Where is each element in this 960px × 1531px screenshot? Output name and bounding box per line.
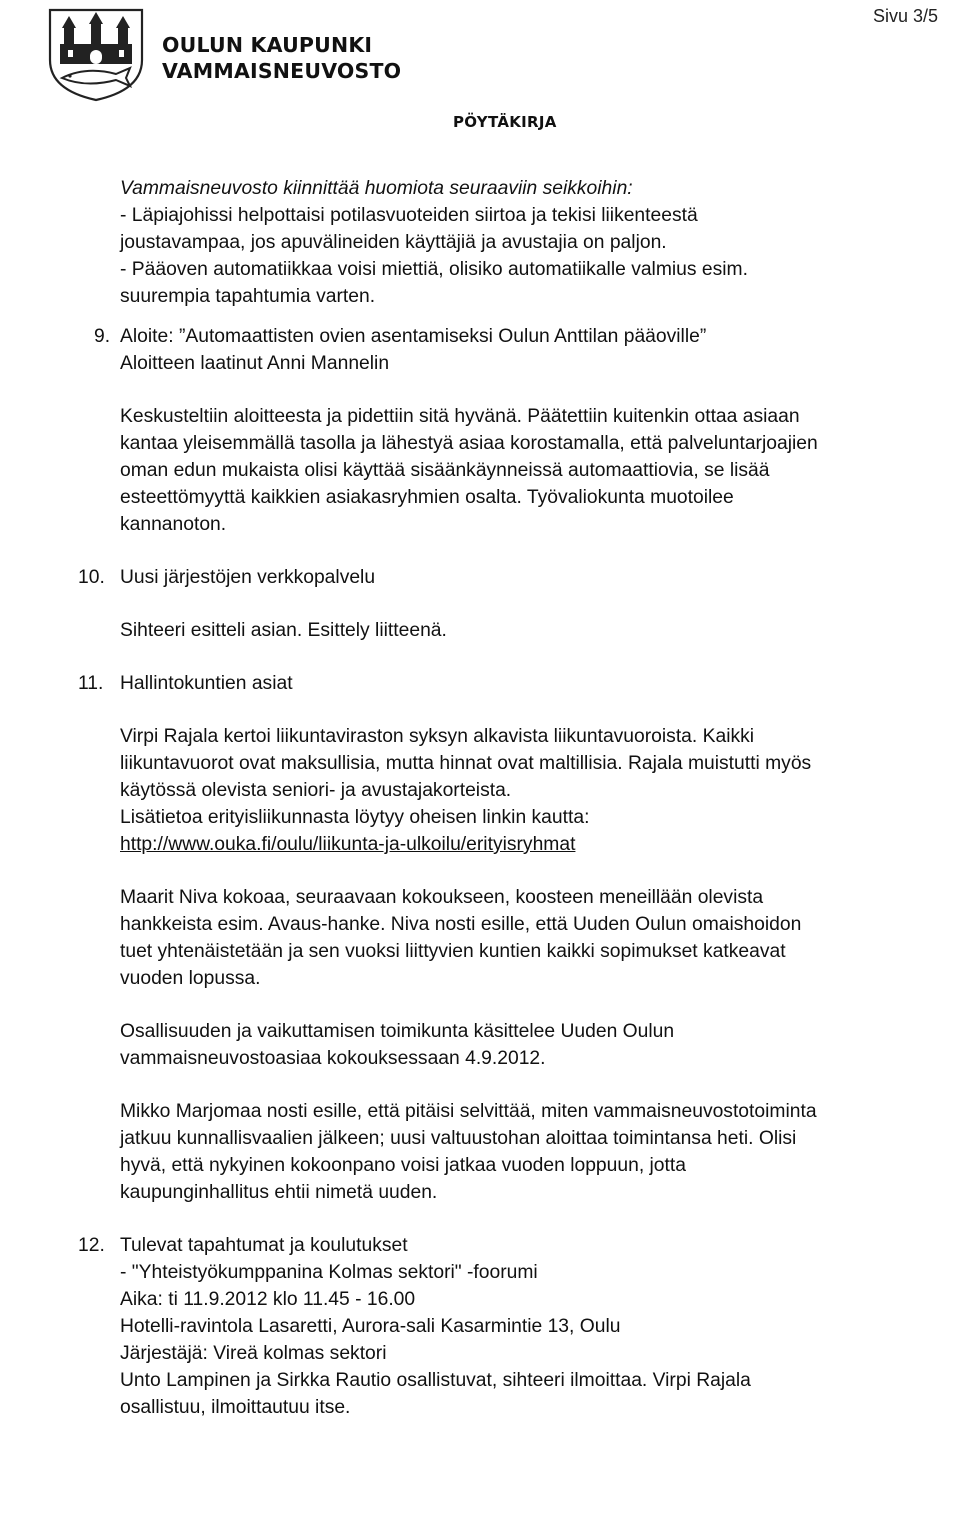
agenda-item-11 <box>78 670 935 1206</box>
document-body <box>78 175 935 1421</box>
document-type: PÖYTÄKIRJA <box>453 113 557 131</box>
agenda-item-12 <box>78 1232 935 1421</box>
item-title: Aloite: ”Automaattisten ovien asentamiseksi Oulun Anttilan pääoville” <box>120 326 707 347</box>
item-body-line: oman edun mukaista olisi käyttää sisäänkäynneissä automaattiovia, se lisää <box>120 460 770 481</box>
item-number: 9. <box>94 326 111 347</box>
organization-name <box>162 32 401 84</box>
item-body-line: jatkuu kunnallisvaalien jälkeen; uusi valtuustohan aloittaa toimintansa heti. Olisi <box>120 1128 797 1149</box>
item-title: Tulevat tapahtumat ja koulutukset <box>120 1235 408 1256</box>
item-subtitle: Aloitteen laatinut Anni Mannelin <box>120 353 390 374</box>
item-body-line: liikuntavuorot ovat maksullisia, mutta hinnat ovat maltillisia. Rajala muistutti myös <box>120 753 812 774</box>
item-body-line: vuoden lopussa. <box>120 968 261 989</box>
item-body-line: Mikko Marjomaa nosti esille, että pitäisi selvittää, miten vammaisneuvostotoiminta <box>120 1101 817 1122</box>
item-body-line: Maarit Niva kokoaa, seuraavaan kokoukseen, koosteen meneillään olevista <box>120 887 764 908</box>
item-body-line: Lisätietoa erityisliikunnasta löytyy oheisen linkin kautta: <box>120 807 590 828</box>
item-body-line: vammaisneuvostoasiaa kokouksessaan 4.9.2012. <box>120 1048 546 1069</box>
item-number: 11. <box>78 673 104 694</box>
agenda-item-10 <box>78 564 935 644</box>
item-body-line: Järjestäjä: Vireä kolmas sektori <box>120 1343 387 1364</box>
item-body-line: esteettömyyttä kaikkien asiakasryhmien osalta. Työvaliokunta muotoilee <box>120 487 734 508</box>
org-line-1: OULUN KAUPUNKI <box>162 33 373 57</box>
item-body-line: Hotelli-ravintola Lasaretti, Aurora-sali Kasarmintie 13, Oulu <box>120 1316 621 1337</box>
item-body-line: hyvä, että nykyinen kokoonpano voisi jatkaa vuoden loppuun, jotta <box>120 1155 686 1176</box>
item-body-line: Keskusteltiin aloitteesta ja pidettiin sitä hyvänä. Päätettiin kuitenkin ottaa asiaan <box>120 406 800 427</box>
item-body-line: osallistuu, ilmoittautuu itse. <box>120 1397 351 1418</box>
item-number: 12. <box>78 1235 105 1256</box>
intro-line: suurempia tapahtumia varten. <box>120 286 376 307</box>
erityisliikunta-link[interactable]: http://www.ouka.fi/oulu/liikunta-ja-ulkoilu/erityisryhmat <box>120 834 576 855</box>
agenda-item-9 <box>94 323 935 538</box>
item-body-line: Unto Lampinen ja Sirkka Rautio osallistuvat, sihteeri ilmoittaa. Virpi Rajala <box>120 1370 751 1391</box>
item-body-line: Aika: ti 11.9.2012 klo 11.45 - 16.00 <box>120 1289 416 1310</box>
item-body-line: - "Yhteistyökumppanina Kolmas sektori" -foorumi <box>120 1262 538 1283</box>
item-body-line: hankkeista esim. Avaus-hanke. Niva nosti esille, että Uuden Oulun omaishoidon <box>120 914 802 935</box>
item-body-line: kaupunginhallitus ehtii nimetä uuden. <box>120 1182 438 1203</box>
intro-lead: Vammaisneuvosto kiinnittää huomiota seuraaviin seikkoihin: <box>120 178 633 199</box>
org-line-2: VAMMAISNEUVOSTO <box>162 59 402 83</box>
city-crest-logo <box>46 6 146 102</box>
intro-line: - Pääoven automatiikkaa voisi miettiä, olisiko automatiikalle valmius esim. <box>120 259 748 280</box>
intro-line: joustavampaa, jos apuvälineiden käyttäjiä ja avustajia on paljon. <box>120 232 667 253</box>
item-number: 10. <box>78 567 105 588</box>
item-body-line: Virpi Rajala kertoi liikuntaviraston syksyn alkavista liikuntavuoroista. Kaikki <box>120 726 755 747</box>
item-title: Uusi järjestöjen verkkopalvelu <box>120 567 376 588</box>
item-body-line: kannanoton. <box>120 514 227 535</box>
item-body-line: käytössä olevista seniori- ja avustajakorteista. <box>120 780 512 801</box>
item-body-line: kantaa yleisemmällä tasolla ja lähestyä asiaa korostamalla, että palveluntarjoajien <box>120 433 818 454</box>
item-title: Hallintokuntien asiat <box>120 673 293 694</box>
intro-line: - Läpiajohissi helpottaisi potilasvuoteiden siirtoa ja tekisi liikenteestä <box>120 205 698 226</box>
item-body-line: tuet yhtenäistetään ja sen vuoksi liittyvien kuntien kaikki sopimukset katkeavat <box>120 941 786 962</box>
page-indicator: Sivu 3/5 <box>872 6 938 26</box>
item-body-line: Sihteeri esitteli asian. Esittely liitteenä. <box>120 620 447 641</box>
item-body-line: Osallisuuden ja vaikuttamisen toimikunta käsittelee Uuden Oulun <box>120 1021 675 1042</box>
